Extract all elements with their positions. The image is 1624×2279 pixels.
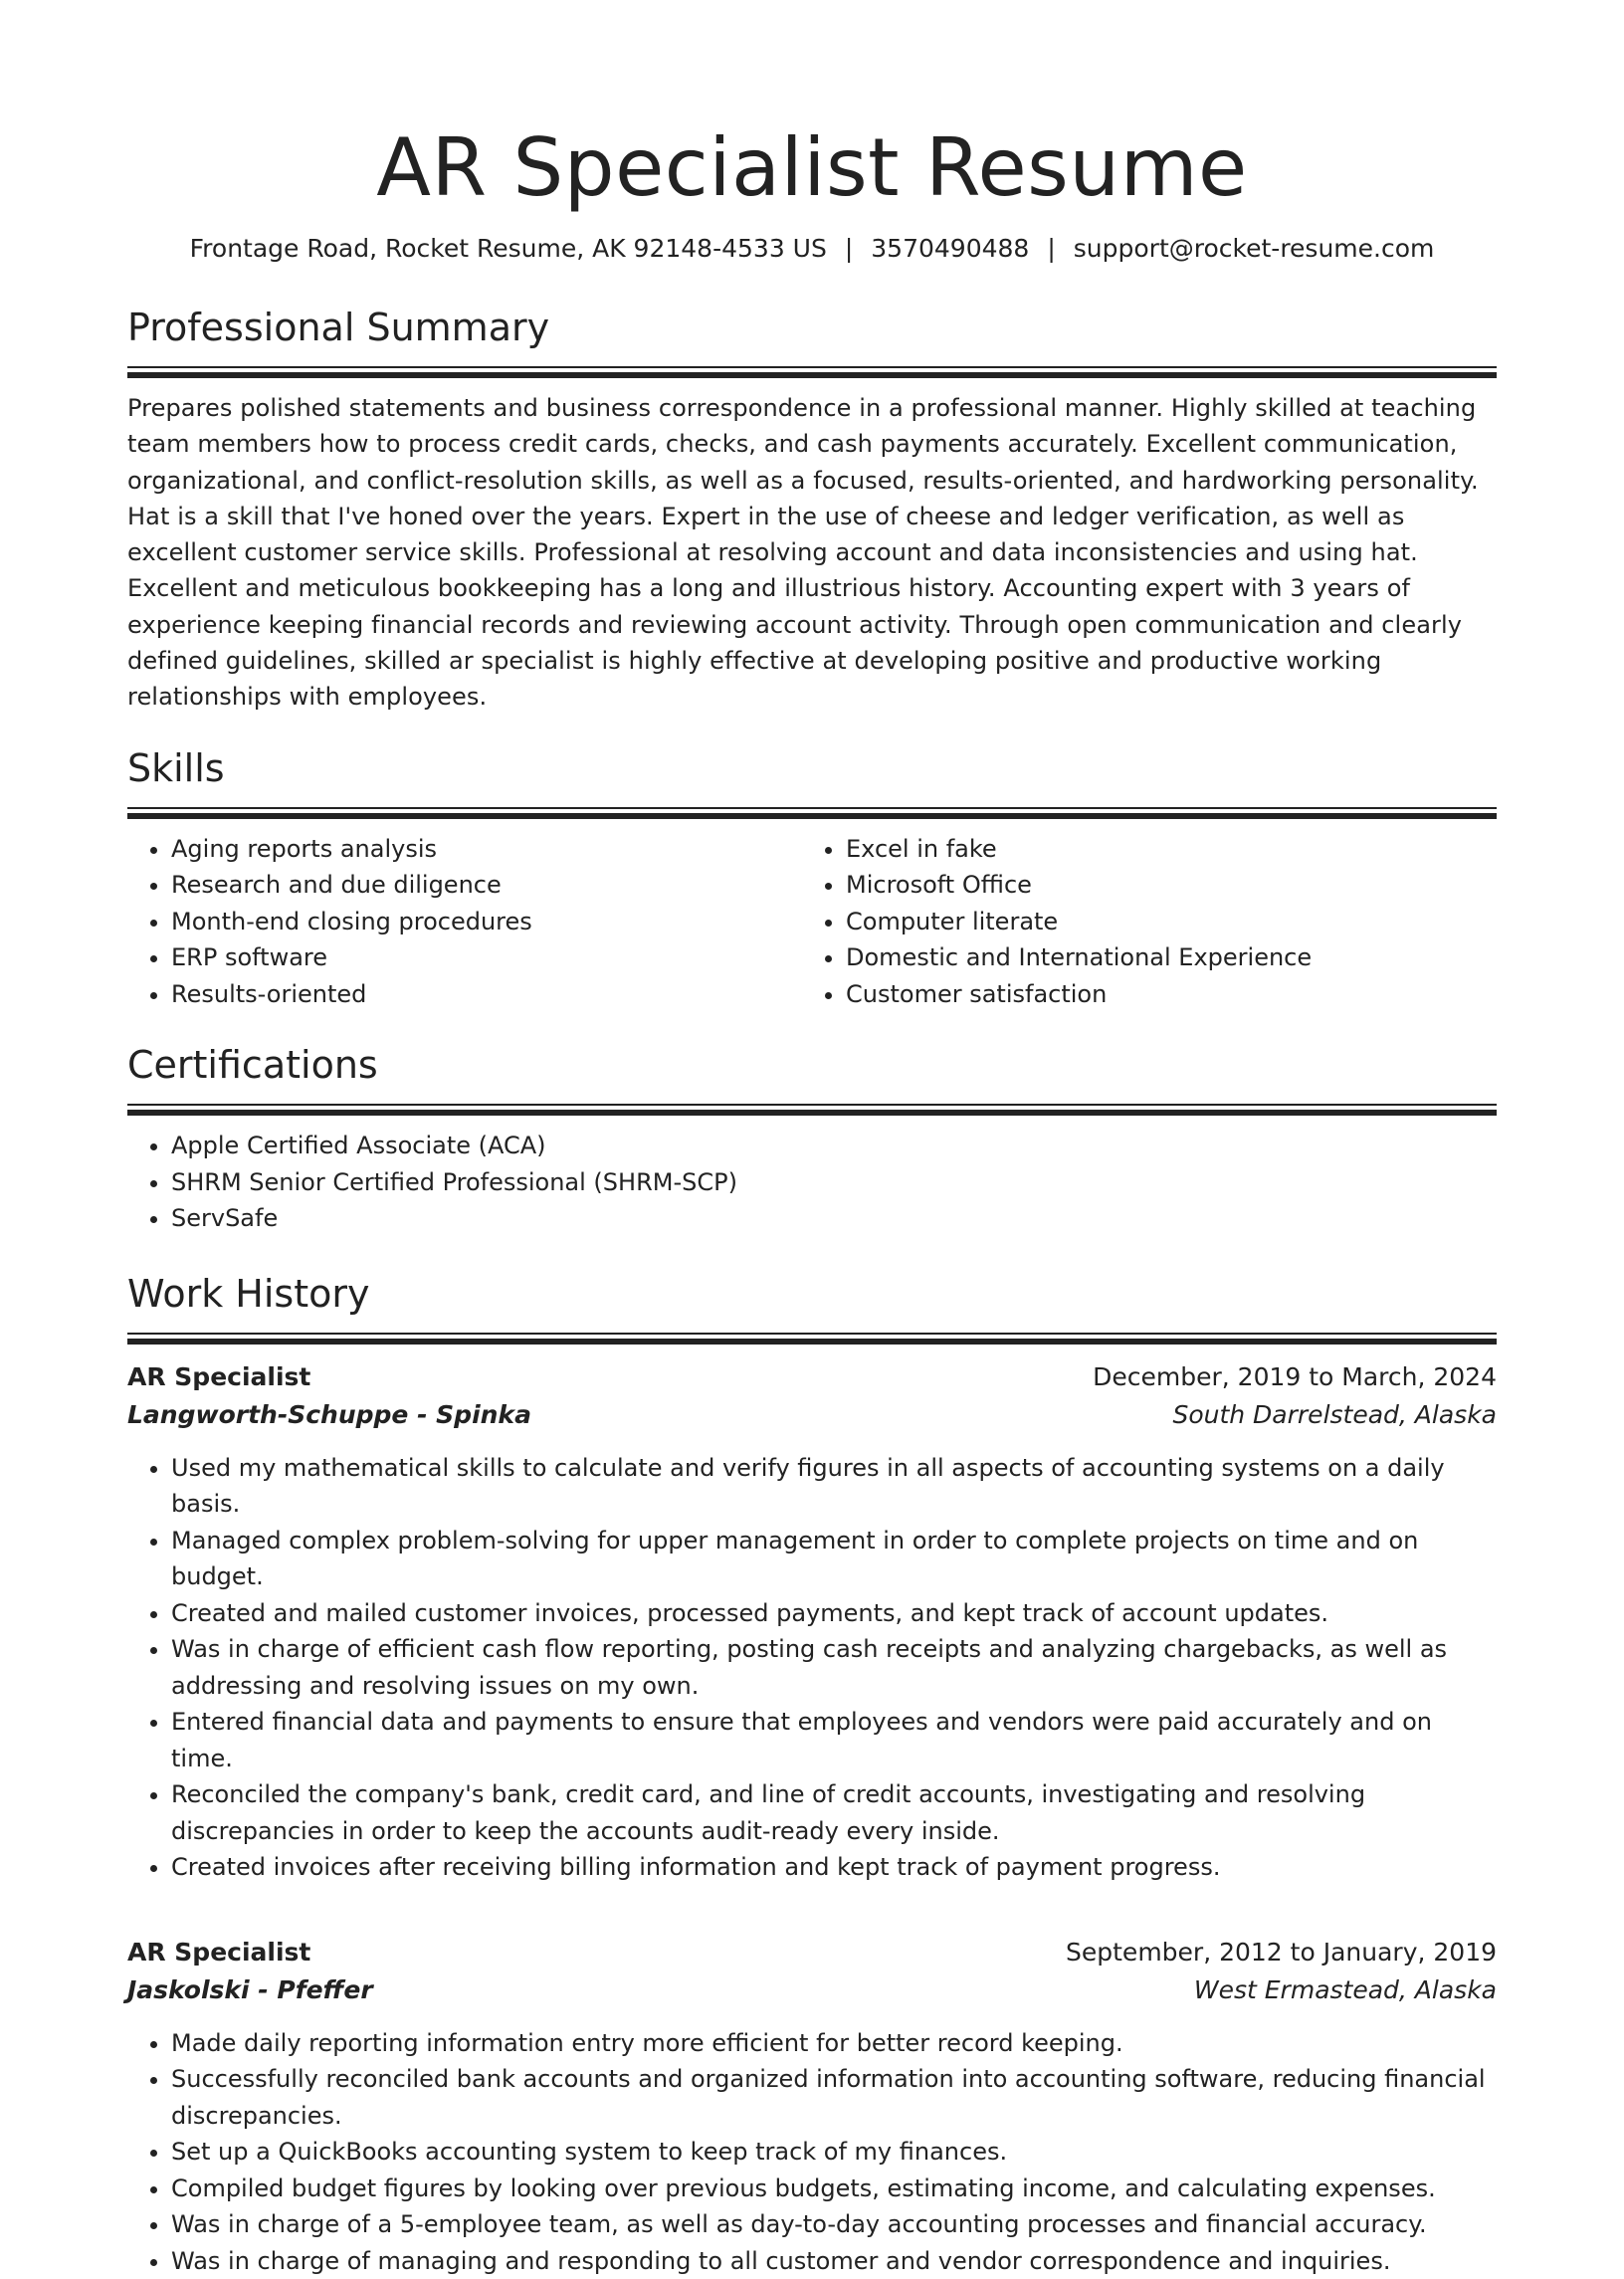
list-item: • SHRM Senior Certified Professional (SHRM-SCP) — [171, 1164, 1497, 1201]
list-item: • Created and mailed customer invoices, processed payments, and kept track of account updates. — [171, 1595, 1497, 1632]
list-item: • Managed complex problem-solving for upper management in order to complete projects on time and on budget. — [171, 1523, 1497, 1595]
section-heading-certifications: Certifications — [127, 1043, 378, 1088]
list-item: • Created invoices after receiving billing information and kept track of payment progress. — [171, 1849, 1497, 1886]
job-duties-list — [127, 2025, 1497, 2279]
job-company-row — [127, 1396, 1497, 1434]
certifications-section — [127, 1042, 1497, 1237]
job-header-row — [127, 1358, 1497, 1396]
job-company-row — [127, 1971, 1497, 2009]
section-heading-summary: Professional Summary — [127, 306, 550, 349]
contact-separator: | — [844, 234, 854, 263]
contact-phone: 3570490488 — [871, 234, 1030, 263]
skills-grid — [127, 831, 1497, 1013]
list-item: • Was in charge of efficient cash flow reporting, posting cash receipts and analyzing chargebacks, as well as addressing and resolving issues on my own. — [171, 1631, 1497, 1704]
section-divider — [127, 807, 1497, 819]
list-item: • Excel in fake — [846, 831, 1477, 868]
section-divider — [127, 1104, 1497, 1116]
list-item: • Results-oriented — [171, 976, 802, 1013]
job-title: AR Specialist — [127, 1361, 311, 1391]
job-entry — [127, 1934, 1497, 2279]
skills-list-right — [802, 831, 1477, 1013]
list-item: • Research and due diligence — [171, 867, 802, 904]
contact-separator: | — [1047, 234, 1056, 263]
contact-email: support@rocket-resume.com — [1073, 234, 1435, 263]
summary-text: Prepares polished statements and business correspondence in a professional manner. Highly skilled at teaching team members how to process credit cards, checks, and cash payments accurately. Excellent communication, organizational, and conflict-resolution skills, as well as a focused, results-oriented, and hardworking personality. Hat is a skill that I've honed over the years. Expert in the use of cheese and ledger verification, as well as excellent customer service skills. Professional at resolving account and data inconsistencies and using hat. Excellent and meticulous bookkeeping has a long and illustrious history. Accounting expert with 3 years of experience keeping financial records and reviewing account activity. Through open communication and clearly defined guidelines, skilled ar specialist is highly effective at developing positive and productive working relationships with employees. — [127, 394, 1479, 712]
list-item: • Aging reports analysis — [171, 831, 802, 868]
list-item: • ERP software — [171, 939, 802, 976]
skills-list-left — [127, 831, 802, 1013]
list-item: • Apple Certified Associate (ACA) — [171, 1128, 1497, 1164]
job-entry — [127, 1358, 1497, 1886]
job-duties-list — [127, 1450, 1497, 1886]
section-heading-skills: Skills — [127, 745, 225, 790]
list-item: • Successfully reconciled bank accounts and organized information into accounting software, reducing financial discrepancies. — [171, 2061, 1497, 2134]
list-item: • Month-end closing procedures — [171, 904, 802, 940]
list-item: • Reconciled the company's bank, credit card, and line of credit accounts, investigating and resolving discrepancies in order to keep the accounts audit-ready every inside. — [171, 1776, 1497, 1849]
skills-section — [127, 745, 1497, 1013]
work-history-section — [127, 1271, 1497, 2279]
job-location: South Darrelstead, Alaska — [1172, 1399, 1497, 1429]
list-item: • Was in charge of managing and responding to all customer and vendor correspondence and inquiries. — [171, 2243, 1497, 2279]
list-item: • Compiled budget figures by looking over previous budgets, estimating income, and calculating expenses. — [171, 2171, 1497, 2207]
list-item: • Entered financial data and payments to ensure that employees and vendors were paid accurately and on time. — [171, 1704, 1497, 1776]
list-item: • Made daily reporting information entry more efficient for better record keeping. — [171, 2025, 1497, 2062]
job-company: Jaskolski - Pfeffer — [127, 1974, 373, 2004]
section-divider — [127, 1333, 1497, 1345]
list-item: • Was in charge of a 5-employee team, as well as day-to-day accounting processes and financial accuracy. — [171, 2206, 1497, 2243]
list-item: • Customer satisfaction — [846, 976, 1477, 1013]
list-item: • Set up a QuickBooks accounting system to keep track of my finances. — [171, 2134, 1497, 2171]
contact-line — [127, 233, 1497, 265]
list-item: • Computer literate — [846, 904, 1477, 940]
list-item: • Domestic and International Experience — [846, 939, 1477, 976]
summary-section — [127, 305, 1497, 716]
section-divider — [127, 366, 1497, 378]
job-dates: September, 2012 to January, 2019 — [1066, 1937, 1497, 1967]
list-item: • Used my mathematical skills to calculate and verify figures in all aspects of accounting systems on a daily basis. — [171, 1450, 1497, 1523]
job-header-row — [127, 1934, 1497, 1971]
contact-address: Frontage Road, Rocket Resume, AK 92148-4533 US — [189, 234, 827, 263]
section-heading-work-history: Work History — [127, 1271, 370, 1316]
job-title: AR Specialist — [127, 1937, 311, 1967]
page-title: AR Specialist Resume — [376, 121, 1248, 214]
certifications-list — [127, 1128, 1497, 1237]
job-location: West Ermastead, Alaska — [1193, 1974, 1497, 2004]
job-dates: December, 2019 to March, 2024 — [1093, 1361, 1497, 1391]
list-item: • ServSafe — [171, 1200, 1497, 1237]
list-item: • Microsoft Office — [846, 867, 1477, 904]
job-company: Langworth-Schuppe - Spinka — [127, 1399, 531, 1429]
